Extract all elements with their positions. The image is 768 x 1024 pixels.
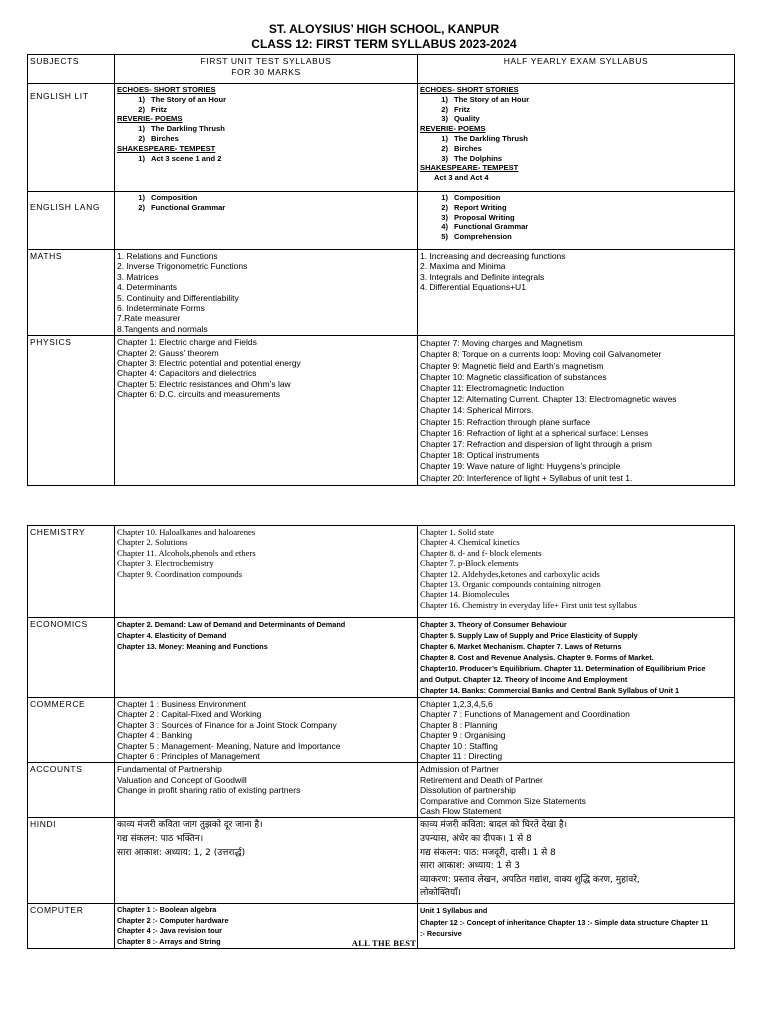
syllabus-line: उपन्यास, अंधेर का दीपक। 1 से 8 bbox=[420, 834, 532, 845]
item-text: Proposal Writing bbox=[454, 212, 515, 222]
syllabus-line: Chapter 1 :- Boolean algebra bbox=[117, 905, 217, 915]
subject-name: ACCOUNTS bbox=[28, 763, 115, 818]
unit-test-cell bbox=[115, 818, 418, 904]
syllabus-line: Chapter 14. Biomolecules bbox=[420, 589, 510, 600]
table-row bbox=[28, 84, 735, 192]
unit-test-cell bbox=[115, 250, 418, 336]
syllabus-line: गद्य संकलन: पाठ भक्तिन। bbox=[117, 834, 204, 845]
item-text: Comprehension bbox=[454, 232, 512, 242]
subject-name: ENGLISH LANG bbox=[28, 192, 115, 250]
item-number: 1) bbox=[441, 193, 448, 202]
syllabus-line: Chapter 5: Electric resistances and Ohm’s law bbox=[117, 378, 291, 389]
half-yearly-cell bbox=[418, 192, 735, 250]
item-text: Birches bbox=[151, 133, 179, 143]
numbered-item bbox=[420, 213, 732, 223]
syllabus-line: 3. Matrices bbox=[117, 271, 159, 282]
syllabus-line: Chapter 9. Coordination compounds bbox=[117, 568, 243, 579]
syllabus-line: Chapter 1: Electric charge and Fields bbox=[117, 337, 257, 348]
syllabus-line: Retirement and Death of Partner bbox=[420, 774, 543, 785]
numbered-item bbox=[420, 105, 732, 115]
school-name: ST. ALOYSIUS’ HIGH SCHOOL, KANPUR bbox=[268, 22, 500, 36]
half-yearly-cell bbox=[418, 84, 735, 192]
syllabus-line: Chapter 8: Torque on a currents loop: Moving coil Galvanometer bbox=[420, 349, 662, 360]
numbered-item bbox=[117, 154, 415, 164]
unit-test-cell bbox=[115, 618, 418, 698]
syllabus-line: Chapter 4. Chemical kinetics bbox=[420, 537, 520, 548]
syllabus-table-1 bbox=[27, 54, 735, 486]
item-text: Composition bbox=[454, 193, 501, 202]
syllabus-line: Chapter 10. Haloalkanes and haloarenes bbox=[117, 527, 256, 537]
syllabus-line: Chapter 7 : Functions of Management and Coordination bbox=[420, 709, 630, 720]
syllabus-line: Chapter 1 : Business Environment bbox=[117, 699, 246, 709]
closing-note: ALL THE BEST bbox=[351, 938, 417, 948]
syllabus-line: Chapter 16. Chemistry in everyday life+ First unit test syllabus bbox=[420, 599, 637, 610]
syllabus-line: Chapter 5. Supply Law of Supply and Price Elasticity of Supply bbox=[420, 631, 638, 640]
item-number: 2) bbox=[138, 104, 145, 114]
item-number: 1) bbox=[138, 193, 145, 202]
numbered-item bbox=[420, 95, 732, 105]
item-text: The Darkling Thrush bbox=[454, 133, 528, 143]
unit-test-header: FIRST UNIT TEST SYLLABUS FOR 30 MARKS bbox=[115, 55, 418, 84]
syllabus-line: सारा आकाश: अध्याय: 1, 2 (उत्तरार्द्ध) bbox=[117, 847, 246, 858]
table-row bbox=[28, 336, 735, 486]
item-number: 1) bbox=[441, 94, 448, 104]
item-number: 2) bbox=[441, 104, 448, 114]
numbered-item bbox=[420, 154, 732, 164]
numbered-item bbox=[420, 222, 732, 232]
subject-name: HINDI bbox=[28, 818, 115, 904]
item-text: Functional Grammar bbox=[454, 222, 529, 232]
table-row bbox=[28, 526, 735, 618]
syllabus-line: Chapter 3 : Sources of Finance for a Joint Stock Company bbox=[117, 719, 337, 730]
section-heading: ECHOES- SHORT STORIES bbox=[117, 85, 216, 94]
syllabus-line: 7.Rate measurer bbox=[117, 313, 181, 324]
syllabus-line: काव्य मंजरी कविता जाग तुझको दूर जाना है। bbox=[117, 820, 263, 831]
syllabus-line: 1. Relations and Functions bbox=[117, 251, 218, 261]
syllabus-line: Chapter 4 : Banking bbox=[117, 730, 193, 741]
numbered-item bbox=[117, 203, 415, 213]
syllabus-line: Chapter 10: Magnetic classification of substances bbox=[420, 371, 607, 382]
syllabus-line: Chapter 7. p-Block elements bbox=[420, 558, 519, 569]
unit-test-cell bbox=[115, 84, 418, 192]
syllabus-line: Chapter 14. Banks: Commercial Banks and Central Bank Syllabus of Unit 1 bbox=[420, 686, 680, 695]
syllabus-line: Dissolution of partnership bbox=[420, 785, 516, 796]
syllabus-line: Chapter 6 : Principles of Management bbox=[117, 751, 260, 762]
syllabus-line: Chapter 3. Electrochemistry bbox=[117, 558, 214, 569]
half-yearly-cell bbox=[418, 618, 735, 698]
unit-test-cell bbox=[115, 526, 418, 618]
numbered-item bbox=[117, 95, 415, 105]
syllabus-line: काव्य मंजरी कविता: बादल को घिरते देखा है। bbox=[420, 820, 568, 831]
syllabus-line: Chapter 13. Organic compounds containing nitrogen bbox=[420, 579, 601, 590]
syllabus-line: 8.Tangents and normals bbox=[117, 323, 208, 334]
half-yearly-cell bbox=[418, 698, 735, 763]
syllabus-line: Admission of Partner bbox=[420, 764, 499, 775]
syllabus-line: Chapter 17: Refraction and dispersion of light through a prism bbox=[420, 439, 652, 450]
syllabus-line: 1. Increasing and decreasing functions bbox=[420, 251, 566, 261]
table-header-row bbox=[28, 55, 735, 84]
numbered-item bbox=[420, 114, 732, 124]
syllabus-line: Change in profit sharing ratio of existing partners bbox=[117, 785, 301, 796]
syllabus-line: Cash Flow Statement bbox=[420, 806, 502, 817]
numbered-item bbox=[420, 193, 732, 203]
unit-test-cell bbox=[115, 192, 418, 250]
syllabus-line: Chapter 10 : Staffing bbox=[420, 740, 498, 751]
syllabus-line: Chapter 8. d- and f- block elements bbox=[420, 547, 542, 558]
syllabus-line: Chapter 16: Refraction of light at a spherical surface: Lenses bbox=[420, 427, 649, 438]
item-number: 2) bbox=[441, 143, 448, 153]
half-yearly-cell bbox=[418, 336, 735, 486]
item-number: 3) bbox=[441, 212, 448, 222]
subject-name: PHYSICS bbox=[28, 336, 115, 486]
syllabus-line: Chapter 2. Demand: Law of Demand and Determinants of Demand bbox=[117, 620, 346, 629]
syllabus-line: Chapter 8 : Planning bbox=[420, 719, 498, 730]
syllabus-line: 5. Continuity and Differentiability bbox=[117, 292, 239, 303]
syllabus-line: Chapter 11: Electromagnetic Induction bbox=[420, 383, 564, 394]
syllabus-line: Chapter 18: Optical instruments bbox=[420, 450, 540, 461]
syllabus-line: Chapter 5 : Management- Meaning, Nature and Importance bbox=[117, 740, 341, 751]
syllabus-table-2 bbox=[27, 525, 735, 949]
syllabus-line: सारा आकाश: अध्याय: 1 से 3 bbox=[420, 861, 520, 872]
syllabus-line: Chapter 1. Solid state bbox=[420, 527, 494, 537]
half-yearly-cell bbox=[418, 526, 735, 618]
item-text: Fritz bbox=[454, 104, 471, 114]
syllabus-line: Chapter 20: Interference of light + Syllabus of unit test 1. bbox=[420, 472, 633, 483]
syllabus-line: and Output. Chapter 12. Theory of Income And Employment bbox=[420, 675, 628, 684]
syllabus-line: :- Recursive bbox=[420, 929, 462, 939]
syllabus-line: Chapter 2 :- Computer hardware bbox=[117, 915, 229, 925]
numbered-item bbox=[117, 124, 415, 134]
syllabus-line: Chapter 4. Elasticity of Demand bbox=[117, 631, 227, 640]
item-text: Fritz bbox=[151, 104, 168, 114]
unit-test-cell bbox=[115, 336, 418, 486]
numbered-item bbox=[117, 105, 415, 115]
table-row bbox=[28, 818, 735, 904]
half-yearly-cell bbox=[418, 818, 735, 904]
syllabus-line: 2. Maxima and Minima bbox=[420, 261, 506, 272]
item-number: 1) bbox=[138, 94, 145, 104]
table-row bbox=[28, 618, 735, 698]
item-text: The Story of an Hour bbox=[454, 94, 530, 104]
half-yearly-cell bbox=[418, 763, 735, 818]
syllabus-line: Chapter 6: D.C. circuits and measurements bbox=[117, 389, 280, 400]
item-text: Act 3 scene 1 and 2 bbox=[151, 153, 222, 163]
syllabus-line: Chapter 4: Capacitors and dielectrics bbox=[117, 368, 257, 379]
subject-name: ECONOMICS bbox=[28, 618, 115, 698]
syllabus-line: Unit 1 Syllabus and bbox=[420, 906, 488, 916]
syllabus-line: Chapter 13. Money: Meaning and Functions bbox=[117, 642, 268, 651]
item-number: 4) bbox=[441, 222, 448, 232]
unit-test-cell bbox=[115, 698, 418, 763]
item-text: Report Writing bbox=[454, 202, 507, 212]
syllabus-line: Chapter 3: Electric potential and potential energy bbox=[117, 358, 301, 369]
syllabus-line: व्याकरण: प्रस्ताव लेखन, अपठित गद्यांश, वाक्य शुद्धि करण, मुहावरे, bbox=[420, 874, 640, 885]
table-row bbox=[28, 763, 735, 818]
item-number: 1) bbox=[138, 153, 145, 163]
unit-test-cell bbox=[115, 763, 418, 818]
numbered-item bbox=[117, 193, 415, 203]
table-row bbox=[28, 698, 735, 763]
item-number: 3) bbox=[441, 114, 448, 124]
numbered-item bbox=[117, 134, 415, 144]
syllabus-line: 4. Determinants bbox=[117, 282, 177, 293]
syllabus-line: Chapter 9 : Organising bbox=[420, 730, 506, 741]
section-heading: SHAKESPEARE- TEMPEST bbox=[117, 143, 216, 153]
item-text: Functional Grammar bbox=[151, 202, 226, 212]
syllabus-line: Chapter 7: Moving charges and Magnetism bbox=[420, 338, 583, 349]
syllabus-line: लोकोक्तियाँ। bbox=[420, 888, 461, 899]
syllabus-line: Chapter 9: Magnetic field and Earth’s magnetism bbox=[420, 360, 604, 371]
item-number: 3) bbox=[441, 153, 448, 163]
half-yearly-cell bbox=[418, 250, 735, 336]
numbered-item bbox=[420, 134, 732, 144]
item-number: 2) bbox=[138, 133, 145, 143]
table-row bbox=[28, 192, 735, 250]
item-text: The Dolphins bbox=[454, 153, 503, 163]
item-number: 1) bbox=[138, 124, 145, 134]
syllabus-line: Chapter 12. Aldehydes,ketones and carboxylic acids bbox=[420, 568, 600, 579]
indented-item: Act 3 and Act 4 bbox=[434, 173, 489, 183]
syllabus-line: गद्य संकलन: पाठ: मजदूरी, दासी। 1 से 8 bbox=[420, 847, 556, 858]
section-heading: SHAKESPEARE- TEMPEST bbox=[420, 163, 519, 173]
item-number: 5) bbox=[441, 232, 448, 242]
item-text: The Darkling Thrush bbox=[151, 124, 225, 134]
numbered-item bbox=[420, 203, 732, 213]
syllabus-line: Chapter 11. Alcohols,phenols and ethers bbox=[117, 547, 256, 558]
subject-name: COMMERCE bbox=[28, 698, 115, 763]
syllabus-line: Chapter 14: Spherical Mirrors. bbox=[420, 405, 534, 416]
syllabus-line: Chapter 2: Gauss’ theorem bbox=[117, 347, 219, 358]
subject-name: MATHS bbox=[28, 250, 115, 336]
syllabus-line: Fundamental of Partnership bbox=[117, 764, 222, 775]
syllabus-line: Chapter 15: Refraction through plane surface bbox=[420, 416, 591, 427]
numbered-item bbox=[420, 232, 732, 242]
syllabus-line: Chapter 12: Alternating Current. Chapter 13: Electromagnetic waves bbox=[420, 394, 677, 405]
syllabus-line: Valuation and Concept of Goodwill bbox=[117, 774, 247, 785]
section-heading: REVERIE- POEMS bbox=[420, 124, 486, 134]
syllabus-line: Chapter 8. Cost and Revenue Analysis. Chapter 9. Forms of Market. bbox=[420, 653, 654, 662]
page-title: CLASS 12: FIRST TERM SYLLABUS 2023-2024 bbox=[251, 37, 517, 51]
subject-name: ENGLISH LIT bbox=[28, 84, 115, 192]
syllabus-line: Chapter 2 : Capital-Fixed and Working bbox=[117, 709, 262, 720]
item-text: Quality bbox=[454, 114, 480, 124]
syllabus-line: Chapter10. Producer’s Equilibrium. Chapter 11. Determination of Equilibrium Price bbox=[420, 664, 706, 673]
syllabus-line: Chapter 12 :- Concept of inheritance Chapter 13 :- Simple data structure Chapter 11 bbox=[420, 917, 709, 927]
syllabus-line: Chapter 19: Wave nature of light: Huygens’s principle bbox=[420, 461, 621, 472]
syllabus-line: Chapter 6. Market Mechanism. Chapter 7. Laws of Returns bbox=[420, 642, 622, 651]
item-text: Composition bbox=[151, 193, 198, 202]
syllabus-line: 4. Differential Equations+U1 bbox=[420, 282, 526, 293]
subject-name: COMPUTER bbox=[28, 904, 115, 949]
syllabus-line: 2. Inverse Trigonometric Functions bbox=[117, 261, 248, 272]
item-number: 2) bbox=[138, 202, 145, 212]
numbered-item bbox=[420, 144, 732, 154]
syllabus-line: Chapter 11 : Directing bbox=[420, 751, 503, 762]
syllabus-line: 6. Indeterminate Forms bbox=[117, 303, 205, 314]
syllabus-line: 3. Integrals and Definite integrals bbox=[420, 271, 545, 282]
section-heading: REVERIE- POEMS bbox=[117, 114, 183, 124]
syllabus-line: Chapter 2. Solutions bbox=[117, 537, 188, 548]
subjects-header: SUBJECTS bbox=[28, 55, 115, 84]
syllabus-line: Chapter 1,2,3,4,5,6 bbox=[420, 699, 493, 709]
syllabus-line: Chapter 8 :- Arrays and String bbox=[117, 936, 221, 946]
item-text: Birches bbox=[454, 143, 482, 153]
item-text: The Story of an Hour bbox=[151, 94, 227, 104]
half-yearly-header: HALF YEARLY EXAM SYLLABUS bbox=[418, 55, 735, 84]
syllabus-line: Chapter 3. Theory of Consumer Behaviour bbox=[420, 620, 567, 629]
section-heading: ECHOES- SHORT STORIES bbox=[420, 85, 519, 94]
item-number: 2) bbox=[441, 202, 448, 212]
subject-name: CHEMISTRY bbox=[28, 526, 115, 618]
syllabus-line: Comparative and Common Size Statements bbox=[420, 795, 586, 806]
item-number: 1) bbox=[441, 133, 448, 143]
syllabus-line: Chapter 4 :- Java revision tour bbox=[117, 926, 223, 936]
table-row bbox=[28, 250, 735, 336]
